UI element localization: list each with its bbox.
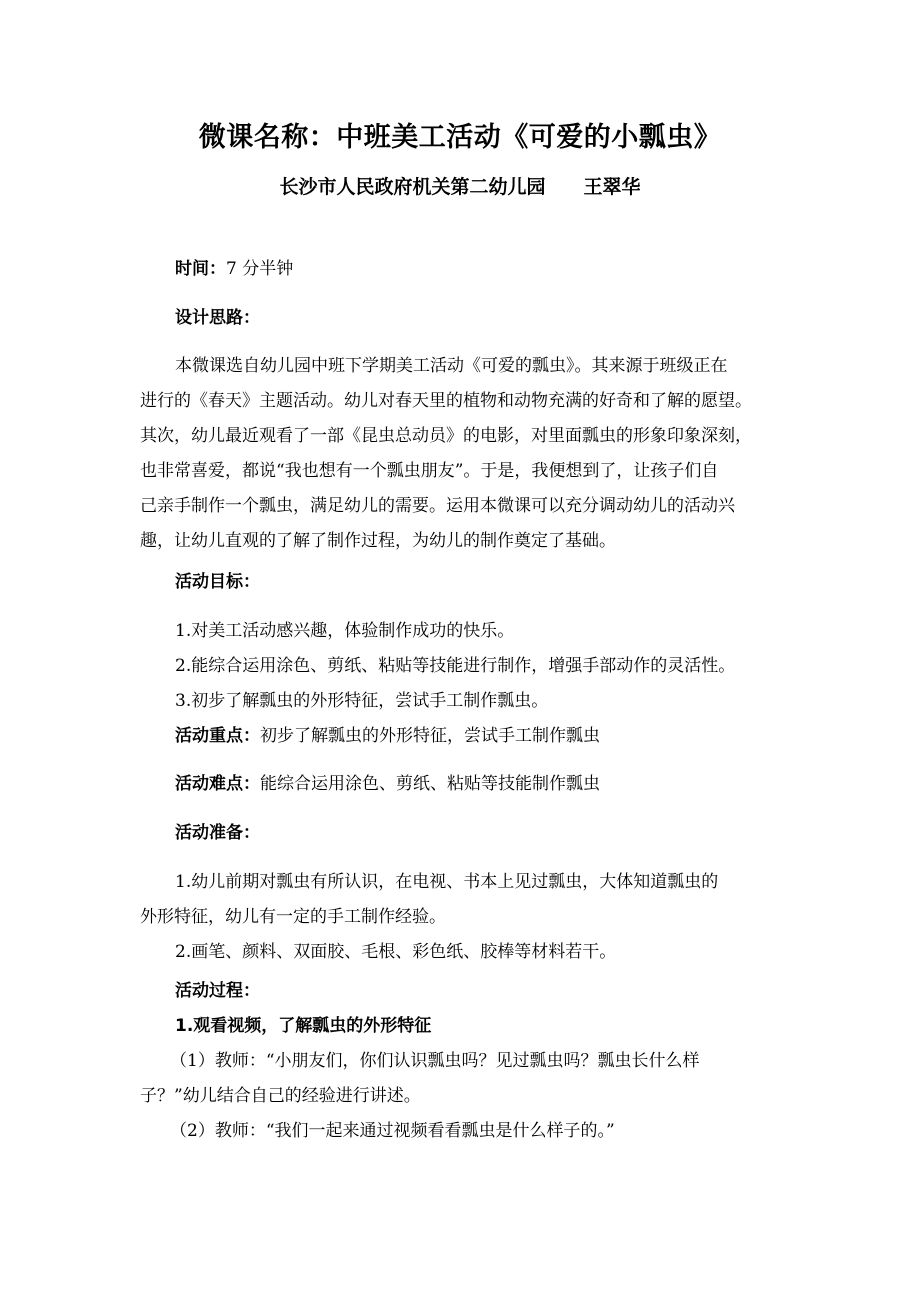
preparation-item: 1.幼儿前期对瓢虫有所认识，在电视、书本上见过瓢虫，大体知道瓢虫的	[175, 872, 719, 892]
document-title: 微课名称：中班美工活动《可爱的小瓢虫》	[198, 122, 722, 153]
key-point-value: 初步了解瓢虫的外形特征，尝试手工制作瓢虫	[260, 726, 600, 746]
time-label: 时间：	[175, 259, 226, 279]
key-point-label: 活动重点：	[175, 726, 260, 746]
preparation-item-continued: 外形特征，幼儿有一定的手工制作经验。	[140, 907, 446, 927]
design-heading: 设计思路：	[175, 308, 260, 328]
difficulty-label: 活动难点：	[175, 774, 260, 794]
preparation-heading: 活动准备：	[175, 823, 260, 843]
time-line	[175, 257, 293, 281]
difficulty-value: 能综合运用涂色、剪纸、粘贴等技能制作瓢虫	[260, 774, 600, 794]
preparation-item: 2.画笔、颜料、双面胶、毛根、彩色纸、胶棒等材料若干。	[175, 942, 617, 962]
design-paragraph-line: 也非常喜爱，都说“我也想有一个瓢虫朋友”。于是，我便想到了，让孩子们自	[140, 461, 719, 481]
author-name: 王翠华	[583, 176, 641, 198]
difficulty-line	[175, 772, 600, 796]
time-value: 7 分半钟	[226, 259, 294, 279]
author-line	[0, 172, 920, 199]
process-substep-continued: 子？”幼儿结合自己的经验进行讲述。	[140, 1086, 421, 1106]
goals-heading: 活动目标：	[175, 572, 260, 592]
process-substep: （1）教师：“小朋友们，你们认识瓢虫吗？见过瓢虫吗？瓢虫长什么样	[170, 1051, 700, 1071]
process-substep: （2）教师：“我们一起来通过视频看看瓢虫是什么样子的。”	[170, 1121, 615, 1141]
goal-item: 3.初步了解瓢虫的外形特征，尝试手工制作瓢虫。	[175, 691, 549, 711]
design-paragraph-line: 进行的《春天》主题活动。幼儿对春天里的植物和动物充满的好奇和了解的愿望。	[140, 391, 752, 411]
process-step-title: 1.观看视频，了解瓢虫的外形特征	[175, 1016, 432, 1036]
process-heading: 活动过程：	[175, 981, 260, 1001]
key-point-line	[175, 724, 600, 748]
goal-item: 2.能综合运用涂色、剪纸、粘贴等技能进行制作，增强手部动作的灵活性。	[175, 656, 736, 676]
design-paragraph-line: 本微课选自幼儿园中班下学期美工活动《可爱的瓢虫》。其来源于班级正在	[175, 356, 728, 376]
design-paragraph-line: 己亲手制作一个瓢虫，满足幼儿的需要。运用本微课可以充分调动幼儿的活动兴	[140, 496, 735, 516]
design-paragraph-line: 趣，让幼儿直观的了解了制作过程，为幼儿的制作奠定了基础。	[140, 531, 616, 551]
goal-item: 1.对美工活动感兴趣，体验制作成功的快乐。	[175, 621, 515, 641]
design-paragraph-line: 其次，幼儿最近观看了一部《昆虫总动员》的电影，对里面瓢虫的形象印象深刻，	[140, 426, 752, 446]
organization-name: 长沙市人民政府机关第二幼儿园	[279, 176, 546, 198]
